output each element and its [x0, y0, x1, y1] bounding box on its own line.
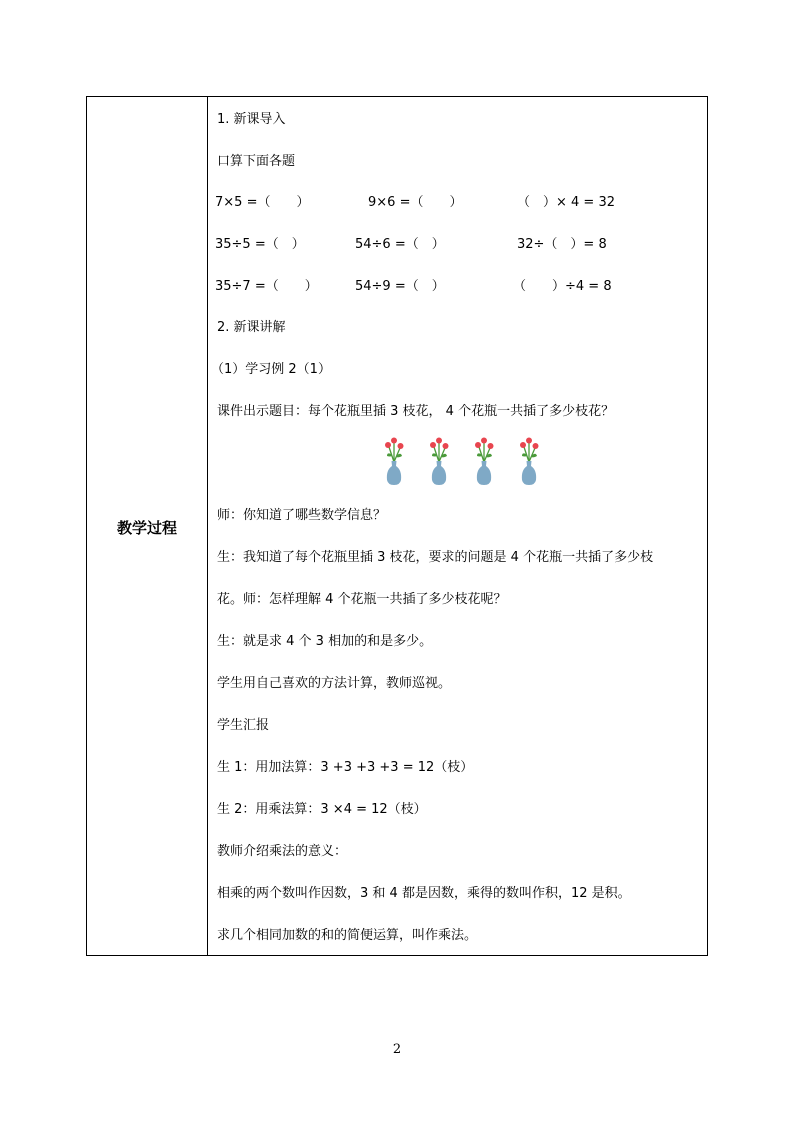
- exercise-r3-c1: 35÷7 =（ ）: [215, 279, 318, 294]
- exercise-r2-c2: 54÷6 =（ ）: [355, 237, 445, 252]
- dialog-line: 师：你知道了哪些数学信息？: [217, 508, 387, 523]
- dialog-line: 相乘的两个数叫作因数，3 和 4 都是因数，乘得的数叫作积，12 是积。: [217, 886, 631, 901]
- dialog-line: 生：我知道了每个花瓶里插 3 枝花，要求的问题是 4 个花瓶一共插了多少枝: [217, 550, 654, 565]
- exercise-r3-c2: 54÷9 =（ ）: [355, 279, 445, 294]
- section-label: 教学过程: [116, 519, 177, 537]
- flower-vase-icon: [472, 436, 496, 486]
- exercise-r1-c1: 7×5 =（ ）: [215, 195, 310, 210]
- dialog-line: 花。师：怎样理解 4 个花瓶一共插了多少枝花呢？: [217, 592, 507, 607]
- dialog-line: 学生汇报: [217, 718, 270, 733]
- oral-calc-prompt: 口算下面各题: [217, 154, 296, 169]
- problem-statement: 课件出示题目：每个花瓶里插 3 枝花， 4 个花瓶一共插了多少枝花？: [217, 404, 615, 419]
- exercise-r1-c2: 9×6 =（ ）: [368, 195, 463, 210]
- sub-heading-example: （1）学习例 2（1）: [211, 362, 331, 377]
- dialog-line: 生 2：用乘法算：3 ×4 = 12（枝）: [217, 802, 427, 817]
- flower-vase-icon: [382, 436, 406, 486]
- flower-vase-icon: [517, 436, 541, 486]
- lesson-table: [86, 96, 708, 956]
- exercise-r1-c3: （ ）× 4 = 32: [517, 195, 615, 210]
- heading-new-lesson-explain: 2. 新课讲解: [217, 320, 286, 335]
- page-number: 2: [392, 1042, 402, 1057]
- dialog-line: 生：就是求 4 个 3 相加的和是多少。: [217, 634, 433, 649]
- dialog-line: 学生用自己喜欢的方法计算，教师巡视。: [217, 676, 452, 691]
- dialog-line: 教师介绍乘法的意义：: [217, 844, 348, 859]
- heading-new-lesson-intro: 1. 新课导入: [217, 112, 286, 127]
- dialog-line: 生 1：用加法算：3 +3 +3 +3 = 12（枝）: [217, 760, 474, 775]
- exercise-r2-c3: 32÷（ ）= 8: [517, 237, 607, 252]
- exercise-r2-c1: 35÷5 =（ ）: [215, 237, 305, 252]
- dialog-line: 求几个相同加数的和的简便运算，叫作乘法。: [217, 928, 478, 943]
- flower-vase-icon: [427, 436, 451, 486]
- column-divider: [207, 97, 208, 955]
- exercise-r3-c3: （ ）÷4 = 8: [513, 279, 612, 294]
